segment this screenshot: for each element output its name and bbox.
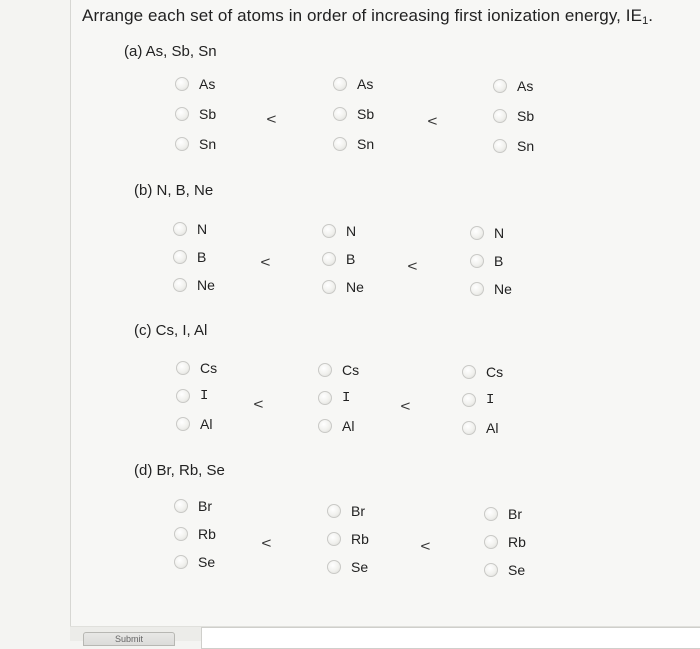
radio-button[interactable] xyxy=(173,278,187,292)
part-a-col1-option-as[interactable] xyxy=(175,73,215,95)
submit-button[interactable]: Submit xyxy=(83,632,175,646)
less-than-symbol: < xyxy=(266,111,277,128)
radio-button[interactable] xyxy=(327,532,341,546)
part-d-col3-option-rb[interactable] xyxy=(484,531,526,553)
option-label: Br xyxy=(351,503,365,519)
radio-button[interactable] xyxy=(333,137,347,151)
part-a-col3-option-sn[interactable] xyxy=(493,135,534,157)
radio-button[interactable] xyxy=(327,504,341,518)
part-d-col1-option-se[interactable] xyxy=(174,551,215,573)
radio-button[interactable] xyxy=(327,560,341,574)
question-prompt xyxy=(82,6,653,27)
option-label: Rb xyxy=(351,531,369,547)
option-label: B xyxy=(346,251,356,267)
part-c-col3-option-cs[interactable] xyxy=(462,361,503,383)
option-label: Br xyxy=(198,498,212,514)
part-d-col2-option-se[interactable] xyxy=(327,556,368,578)
radio-button[interactable] xyxy=(173,222,187,236)
radio-button[interactable] xyxy=(318,363,332,377)
radio-button[interactable] xyxy=(318,391,332,405)
part-c-col1-option-cs[interactable] xyxy=(176,357,217,379)
prompt-period: . xyxy=(648,6,654,25)
radio-button[interactable] xyxy=(462,421,476,435)
option-label: Ne xyxy=(494,281,512,297)
option-label: As xyxy=(199,76,216,92)
option-label: Sb xyxy=(517,108,535,124)
radio-button[interactable] xyxy=(493,139,507,153)
option-label: Ne xyxy=(197,277,215,293)
option-label: Sb xyxy=(199,106,217,122)
option-label: Ne xyxy=(346,279,364,295)
part-b-col3-option-n[interactable] xyxy=(470,222,504,244)
part-b-col3-option-ne[interactable] xyxy=(470,278,512,300)
radio-button[interactable] xyxy=(322,252,336,266)
option-label: Se xyxy=(351,559,369,575)
part-b-col1-option-b[interactable] xyxy=(173,246,206,268)
answer-field[interactable] xyxy=(201,627,700,649)
part-c-col3-option-i[interactable] xyxy=(462,389,494,411)
radio-button[interactable] xyxy=(175,137,189,151)
radio-button[interactable] xyxy=(176,417,190,431)
option-label: I xyxy=(200,388,209,404)
option-label: As xyxy=(517,78,534,94)
radio-button[interactable] xyxy=(173,250,187,264)
part-d-col1-option-rb[interactable] xyxy=(174,523,216,545)
radio-button[interactable] xyxy=(174,499,188,513)
part-b-col2-option-b[interactable] xyxy=(322,248,355,270)
option-label: Sb xyxy=(357,106,375,122)
radio-button[interactable] xyxy=(470,254,484,268)
part-c-col2-option-cs[interactable] xyxy=(318,359,359,381)
part-a-col2-option-sb[interactable] xyxy=(333,103,374,125)
radio-button[interactable] xyxy=(176,361,190,375)
part-a-col3-option-sb[interactable] xyxy=(493,105,534,127)
part-d-title: (d) Br, Rb, Se xyxy=(134,462,225,479)
option-label: Se xyxy=(508,562,526,578)
part-d-col2-option-br[interactable] xyxy=(327,500,365,522)
option-label: Se xyxy=(198,554,216,570)
question-panel xyxy=(70,0,700,641)
part-a-title: (a) As, Sb, Sn xyxy=(124,43,217,60)
option-label: I xyxy=(486,392,495,408)
part-b-col1-option-n[interactable] xyxy=(173,218,207,240)
radio-button[interactable] xyxy=(484,535,498,549)
part-a-col2-option-sn[interactable] xyxy=(333,133,374,155)
part-c-col2-option-i[interactable] xyxy=(318,387,350,409)
option-label: Cs xyxy=(200,360,218,376)
radio-button[interactable] xyxy=(175,77,189,91)
option-label: Al xyxy=(486,420,499,436)
part-c-col3-option-al[interactable] xyxy=(462,417,498,439)
radio-button[interactable] xyxy=(174,527,188,541)
option-label: Cs xyxy=(342,362,360,378)
radio-button[interactable] xyxy=(462,393,476,407)
option-label: Sn xyxy=(357,136,375,152)
part-b-col1-option-ne[interactable] xyxy=(173,274,215,296)
option-label: Al xyxy=(342,418,355,434)
radio-button[interactable] xyxy=(493,79,507,93)
radio-button[interactable] xyxy=(322,224,336,238)
option-label: B xyxy=(197,249,207,265)
option-label: Cs xyxy=(486,364,504,380)
prompt-text: Arrange each set of atoms in order of increasing first ionization energy, IE xyxy=(82,6,643,25)
radio-button[interactable] xyxy=(174,555,188,569)
option-label: I xyxy=(342,390,351,406)
less-than-symbol: < xyxy=(400,398,411,415)
option-label: N xyxy=(197,221,208,237)
part-d-col3-option-br[interactable] xyxy=(484,503,522,525)
part-c-title: (c) Cs, I, Al xyxy=(134,322,208,339)
less-than-symbol: < xyxy=(407,258,418,275)
part-c-col1-option-i[interactable] xyxy=(176,385,208,407)
option-label: Al xyxy=(200,416,213,432)
part-b-col2-option-ne[interactable] xyxy=(322,276,364,298)
part-d-col1-option-br[interactable] xyxy=(174,495,212,517)
part-d-col3-option-se[interactable] xyxy=(484,559,525,581)
option-label: N xyxy=(346,223,357,239)
radio-button[interactable] xyxy=(175,107,189,121)
part-a-col1-option-sb[interactable] xyxy=(175,103,216,125)
radio-button[interactable] xyxy=(333,107,347,121)
radio-button[interactable] xyxy=(318,419,332,433)
radio-button[interactable] xyxy=(484,563,498,577)
part-c-col1-option-al[interactable] xyxy=(176,413,212,435)
radio-button[interactable] xyxy=(470,226,484,240)
radio-button[interactable] xyxy=(484,507,498,521)
option-label: As xyxy=(357,76,374,92)
prompt-subscript: 1 xyxy=(642,15,649,27)
option-label: N xyxy=(494,225,505,241)
option-label: Rb xyxy=(508,534,526,550)
part-a-col2-option-as[interactable] xyxy=(333,73,373,95)
less-than-symbol: < xyxy=(260,254,271,271)
part-a-col1-option-sn[interactable] xyxy=(175,133,216,155)
part-c-col2-option-al[interactable] xyxy=(318,415,354,437)
option-label: Sn xyxy=(199,136,217,152)
radio-button[interactable] xyxy=(493,109,507,123)
less-than-symbol: < xyxy=(261,535,272,552)
radio-button[interactable] xyxy=(333,77,347,91)
less-than-symbol: < xyxy=(253,396,264,413)
option-label: Sn xyxy=(517,138,535,154)
less-than-symbol: < xyxy=(420,538,431,555)
option-label: Br xyxy=(508,506,522,522)
part-b-col3-option-b[interactable] xyxy=(470,250,503,272)
radio-button[interactable] xyxy=(462,365,476,379)
less-than-symbol: < xyxy=(427,113,438,130)
radio-button[interactable] xyxy=(176,389,190,403)
option-label: Rb xyxy=(198,526,216,542)
part-b-title: (b) N, B, Ne xyxy=(134,182,214,199)
part-b-col2-option-n[interactable] xyxy=(322,220,356,242)
radio-button[interactable] xyxy=(470,282,484,296)
part-a-col3-option-as[interactable] xyxy=(493,75,533,97)
part-d-col2-option-rb[interactable] xyxy=(327,528,369,550)
option-label: B xyxy=(494,253,504,269)
radio-button[interactable] xyxy=(322,280,336,294)
